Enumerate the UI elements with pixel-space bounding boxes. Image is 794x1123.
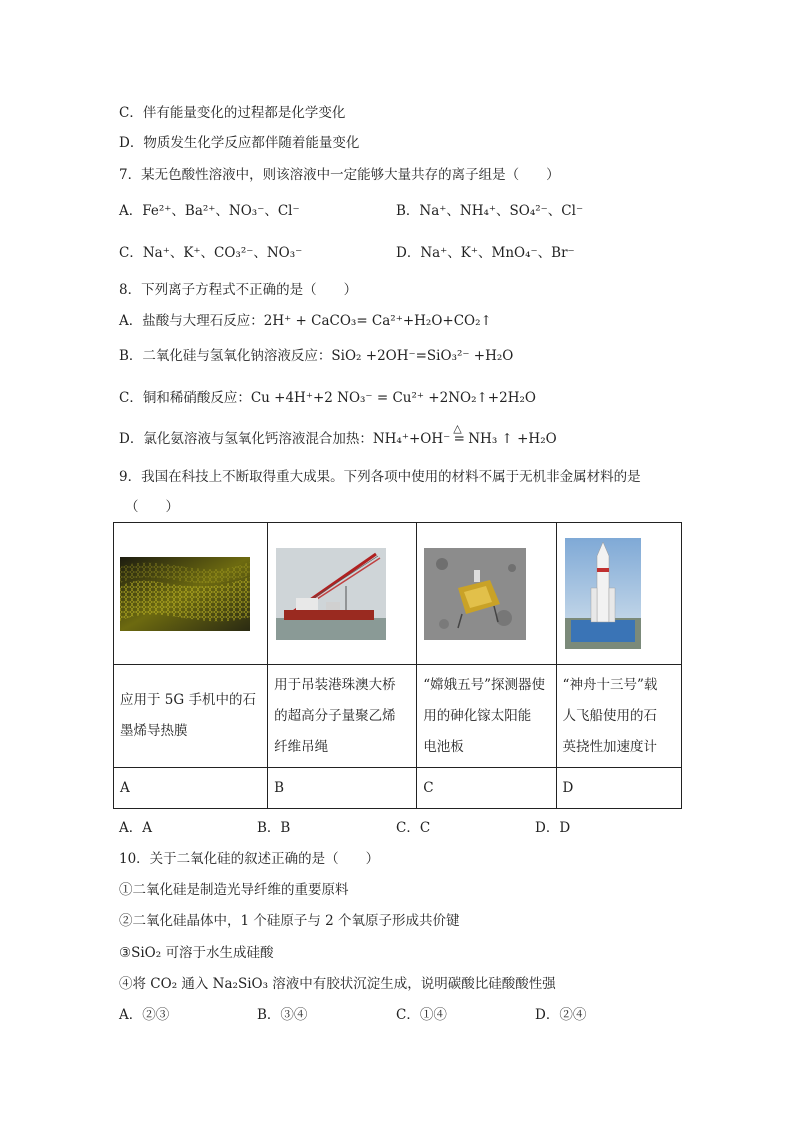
q8-option-d <box>119 422 557 448</box>
heating-arrow: △ = <box>453 422 465 447</box>
q9-image-cell-b <box>268 523 417 665</box>
q9-desc-d-line: 人飞船使用的石 <box>562 707 658 724</box>
q8-option-a: A．盐酸与大理石反应：2H⁺ + CaCO₃= Ca²⁺+H₂O+CO₂↑ <box>119 313 492 329</box>
q9-desc-b-line: 纤维吊绳 <box>274 738 329 755</box>
q8-option-b: B．二氧化硅与氢氧化钠溶液反应：SiO₂ +2OH⁻=SiO₃²⁻ +H₂O <box>119 348 514 364</box>
q9-desc-a-line: 应用于 5G 手机中的石 <box>120 692 256 708</box>
q10-stem: 10．关于二氧化硅的叙述正确的是（ ） <box>119 851 380 867</box>
q9-image-cell-d <box>556 523 681 665</box>
q9-desc-a-line: 墨烯导热膜 <box>120 723 188 739</box>
q9-desc-b <box>268 665 417 768</box>
graphene-film-image <box>120 557 250 631</box>
q9-desc-d <box>556 665 681 768</box>
q7-stem: 7．某无色酸性溶液中，则该溶液中一定能够大量共存的离子组是（ ） <box>119 167 560 183</box>
q6-option-d: D．物质发生化学反应都伴随着能量变化 <box>119 135 360 151</box>
q9-option-c: C．C <box>396 820 431 836</box>
q9-table <box>113 522 682 809</box>
q9-label-d: D <box>556 768 681 809</box>
q9-desc-b-line: 用于吊装港珠澳大桥 <box>274 676 396 693</box>
q10-option-b: B．③④ <box>257 1007 308 1023</box>
q9-option-a: A．A <box>119 820 152 836</box>
q9-desc-d-line: 英挠性加速度计 <box>562 738 658 755</box>
q9-desc-d-line: “神舟十三号”载 <box>562 676 658 693</box>
rocket-launch-image <box>565 538 641 649</box>
q8-option-c: C．铜和稀硝酸反应：Cu +4H⁺+2 NO₃⁻ = Cu²⁺ +2NO₂↑+2H₂O <box>119 390 536 406</box>
q6-option-c: C．伴有能量变化的过程都是化学变化 <box>119 105 346 121</box>
heat-triangle-icon: △ <box>453 422 462 435</box>
q9-image-cell-c <box>417 523 556 665</box>
q7-option-a: A．Fe²⁺、Ba²⁺、NO₃⁻、Cl⁻ <box>119 203 300 219</box>
q9-desc-c-line: 电池板 <box>423 738 464 755</box>
q10-statement-2: ②二氧化硅晶体中，1 个硅原子与 2 个氧原子形成共价键 <box>119 913 460 929</box>
q9-desc-c-line: “嫦娥五号”探测器使 <box>423 676 546 693</box>
q8-option-d-reactants: D．氯化氨溶液与氢氧化钙溶液混合加热：NH₄⁺+OH⁻ <box>119 431 451 447</box>
q9-desc-c-line: 用的砷化镓太阳能 <box>423 707 532 724</box>
q10-option-d: D．②④ <box>535 1007 587 1023</box>
q9-label-a: A <box>114 768 268 809</box>
q9-option-d: D．D <box>535 820 571 836</box>
q9-desc-a <box>114 665 268 768</box>
q9-option-b: B．B <box>257 820 291 836</box>
lunar-probe-image <box>424 548 526 640</box>
q7-option-d: D．Na⁺、K⁺、MnO₄⁻、Br⁻ <box>396 245 575 261</box>
q7-option-c: C．Na⁺、K⁺、CO₃²⁻、NO₃⁻ <box>119 245 303 261</box>
q9-desc-c <box>417 665 556 768</box>
q10-option-c: C．①④ <box>396 1007 447 1023</box>
q9-label-b: B <box>268 768 417 809</box>
q7-option-b: B．Na⁺、NH₄⁺、SO₄²⁻、Cl⁻ <box>396 203 584 219</box>
q10-option-a: A．②③ <box>119 1007 170 1023</box>
q10-statement-4: ④将 CO₂ 通入 Na₂SiO₃ 溶液中有胶状沉淀生成，说明碳酸比硅酸酸性强 <box>119 976 556 992</box>
q9-label-c: C <box>417 768 556 809</box>
q9-stem-line2: （ ） <box>125 499 179 515</box>
q9-desc-b-line: 的超高分子量聚乙烯 <box>274 707 396 724</box>
q8-option-d-products: NH₃ ↑ +H₂O <box>468 431 557 447</box>
q8-stem: 8．下列离子方程式不正确的是（ ） <box>119 282 358 298</box>
crane-ship-image <box>276 548 386 640</box>
q10-statement-3: ③SiO₂ 可溶于水生成硅酸 <box>119 945 274 961</box>
q10-statement-1: ①二氧化硅是制造光导纤维的重要原料 <box>119 882 349 898</box>
q9-image-cell-a <box>114 523 268 665</box>
q9-stem-line1: 9．我国在科技上不断取得重大成果。下列各项中使用的材料不属于无机非金属材料的是 <box>119 469 641 485</box>
